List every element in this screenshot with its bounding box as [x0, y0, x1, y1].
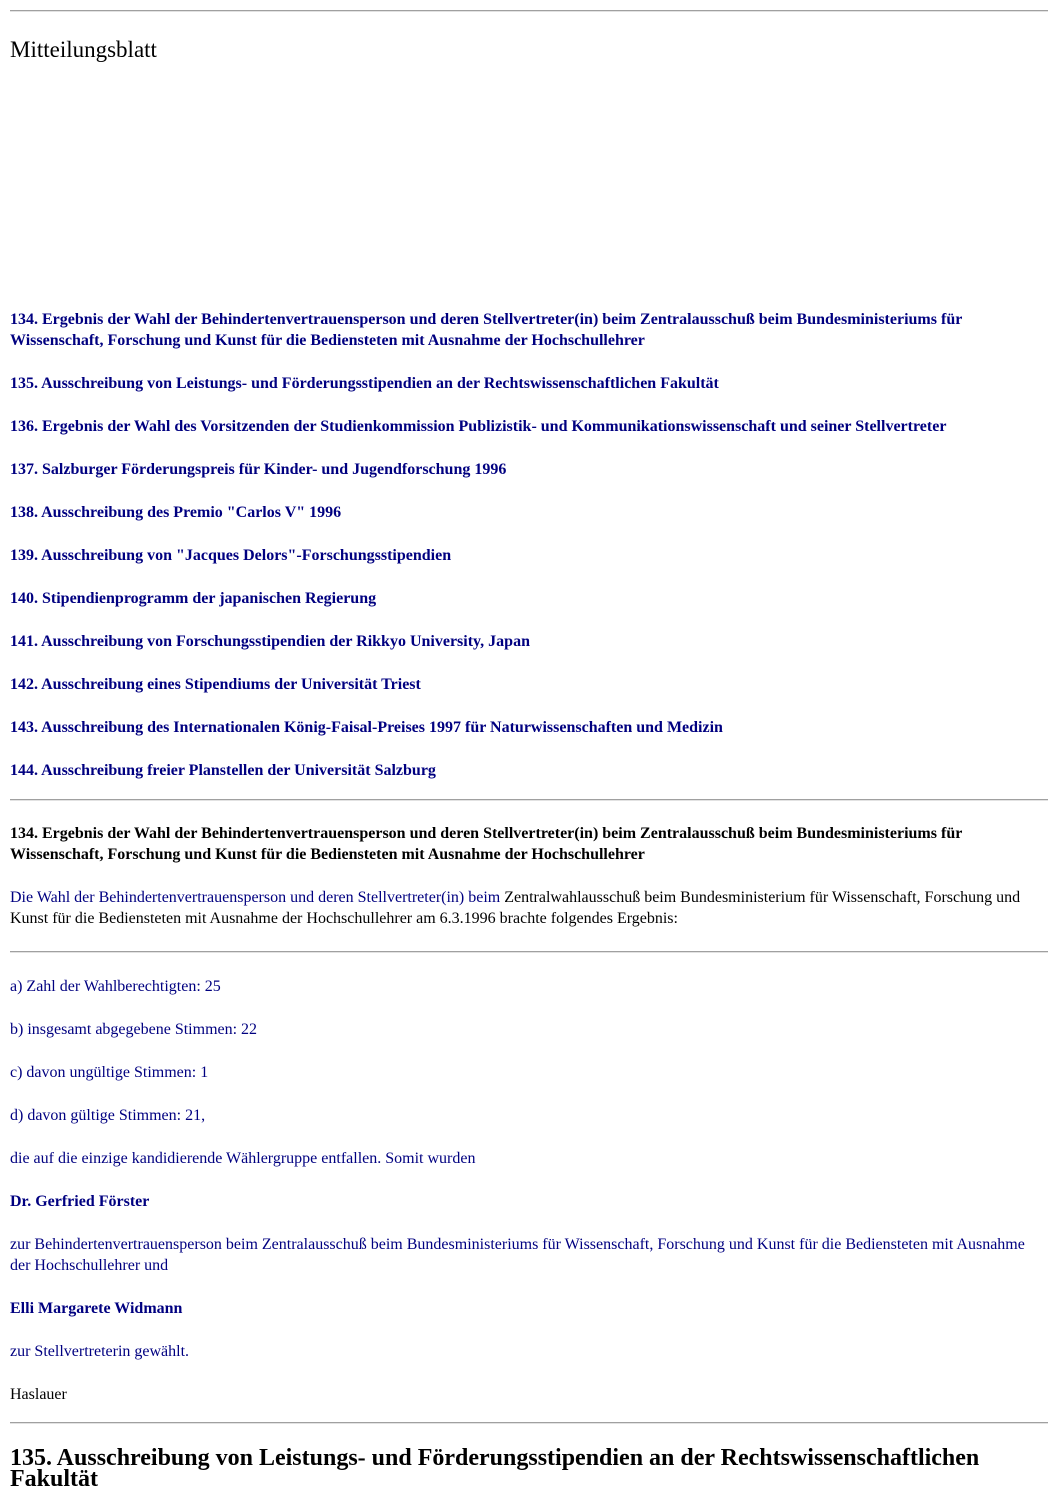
result-valid-votes: d) davon gültige Stimmen: 21, — [10, 1107, 206, 1124]
toc-item — [10, 717, 1048, 738]
section-divider — [10, 799, 1048, 801]
toc-link-140[interactable]: 140. Stipendienprogramm der japanischen Regierung — [10, 590, 377, 607]
toc-item — [10, 309, 1048, 351]
result-votes-cast: b) insgesamt abgegebene Stimmen: 22 — [10, 1021, 258, 1038]
toc-link-136[interactable]: 136. Ergebnis der Wahl des Vorsitzenden der Studienkommission Publizistik- und Kommunikationswissenschaft und seiner Stellvertreter — [10, 418, 947, 435]
toc-item — [10, 674, 1048, 695]
elected-person-1: Dr. Gerfried Förster — [10, 1193, 150, 1210]
result-group-text: die auf die einzige kandidierende Wählergruppe entfallen. Somit wurden — [10, 1150, 476, 1167]
result-eligible-voters: a) Zahl der Wahlberechtigten: 25 — [10, 978, 221, 995]
page-title: Mitteilungsblatt — [10, 37, 157, 62]
toc-link-135[interactable]: 135. Ausschreibung von Leistungs- und Förderungsstipendien an der Rechtswissenschaftlichen Fakultät — [10, 375, 719, 392]
toc-link-144[interactable]: 144. Ausschreibung freier Planstellen der Universität Salzburg — [10, 762, 436, 779]
toc-item — [10, 502, 1048, 523]
elected-person-2: Elli Margarete Widmann — [10, 1300, 183, 1317]
table-of-contents — [10, 309, 1048, 803]
intro-text-part2: Zentralwahlausschuß beim Bundesministerium für Wissenschaft, Forschung und Kunst für die Bediensteten mit Ausnahme der Hochschullehrer am 6.3.1996 brachte folgendes Ergebnis: — [10, 889, 1021, 927]
section-134-intro — [10, 887, 1048, 929]
toc-link-134[interactable]: 134. Ergebnis der Wahl der Behindertenvertrauensperson und deren Stellvertreter(in) beim Zentralausschuß beim Bundesministeriums für Wissenschaft, Forschung und Kunst für die Bediensteten mit Ausnahme der Hochschullehrer — [10, 311, 963, 349]
toc-item — [10, 631, 1048, 652]
intro-text-part1: Die Wahl der Behindertenvertrauensperson und deren Stellvertreter(in) beim — [10, 889, 505, 906]
toc-link-141[interactable]: 141. Ausschreibung von Forschungsstipendien der Rikkyo University, Japan — [10, 633, 530, 650]
toc-link-139[interactable]: 139. Ausschreibung von "Jacques Delors"-Forschungsstipendien — [10, 547, 452, 564]
section-134-heading: 134. Ergebnis der Wahl der Behindertenvertrauensperson und deren Stellvertreter(in) beim Zentralausschuß beim Bundesministeriums für Wissenschaft, Forschung und Kunst für die Bediensteten mit Ausnahme der Hochschullehrer — [10, 825, 963, 863]
toc-item — [10, 545, 1048, 566]
signature: Haslauer — [10, 1386, 67, 1403]
toc-link-142[interactable]: 142. Ausschreibung eines Stipendiums der Universität Triest — [10, 676, 421, 693]
toc-link-143[interactable]: 143. Ausschreibung des Internationalen König-Faisal-Preises 1997 für Naturwissenschaften und Medizin — [10, 719, 723, 736]
toc-item — [10, 459, 1048, 480]
section-divider — [10, 1422, 1048, 1424]
toc-item — [10, 760, 1048, 781]
toc-item — [10, 416, 1048, 437]
results-divider — [10, 951, 1048, 953]
top-divider — [10, 10, 1048, 12]
toc-link-138[interactable]: 138. Ausschreibung des Premio "Carlos V" 1996 — [10, 504, 342, 521]
toc-item — [10, 373, 1048, 394]
toc-link-137[interactable]: 137. Salzburger Förderungspreis für Kinder- und Jugendforschung 1996 — [10, 461, 507, 478]
section-135-heading: 135. Ausschreibung von Leistungs- und Förderungsstipendien an der Rechtswissenschaftlichen Fakultät — [10, 1445, 980, 1492]
elected-person-2-role: zur Stellvertreterin gewählt. — [10, 1343, 190, 1360]
result-invalid-votes: c) davon ungültige Stimmen: 1 — [10, 1064, 209, 1081]
election-results — [10, 976, 1048, 1427]
elected-person-1-role: zur Behindertenvertrauensperson beim Zentralausschuß beim Bundesministeriums für Wissenschaft, Forschung und Kunst für die Bediensteten mit Ausnahme der Hochschullehrer und — [10, 1236, 1025, 1274]
toc-item — [10, 588, 1048, 609]
